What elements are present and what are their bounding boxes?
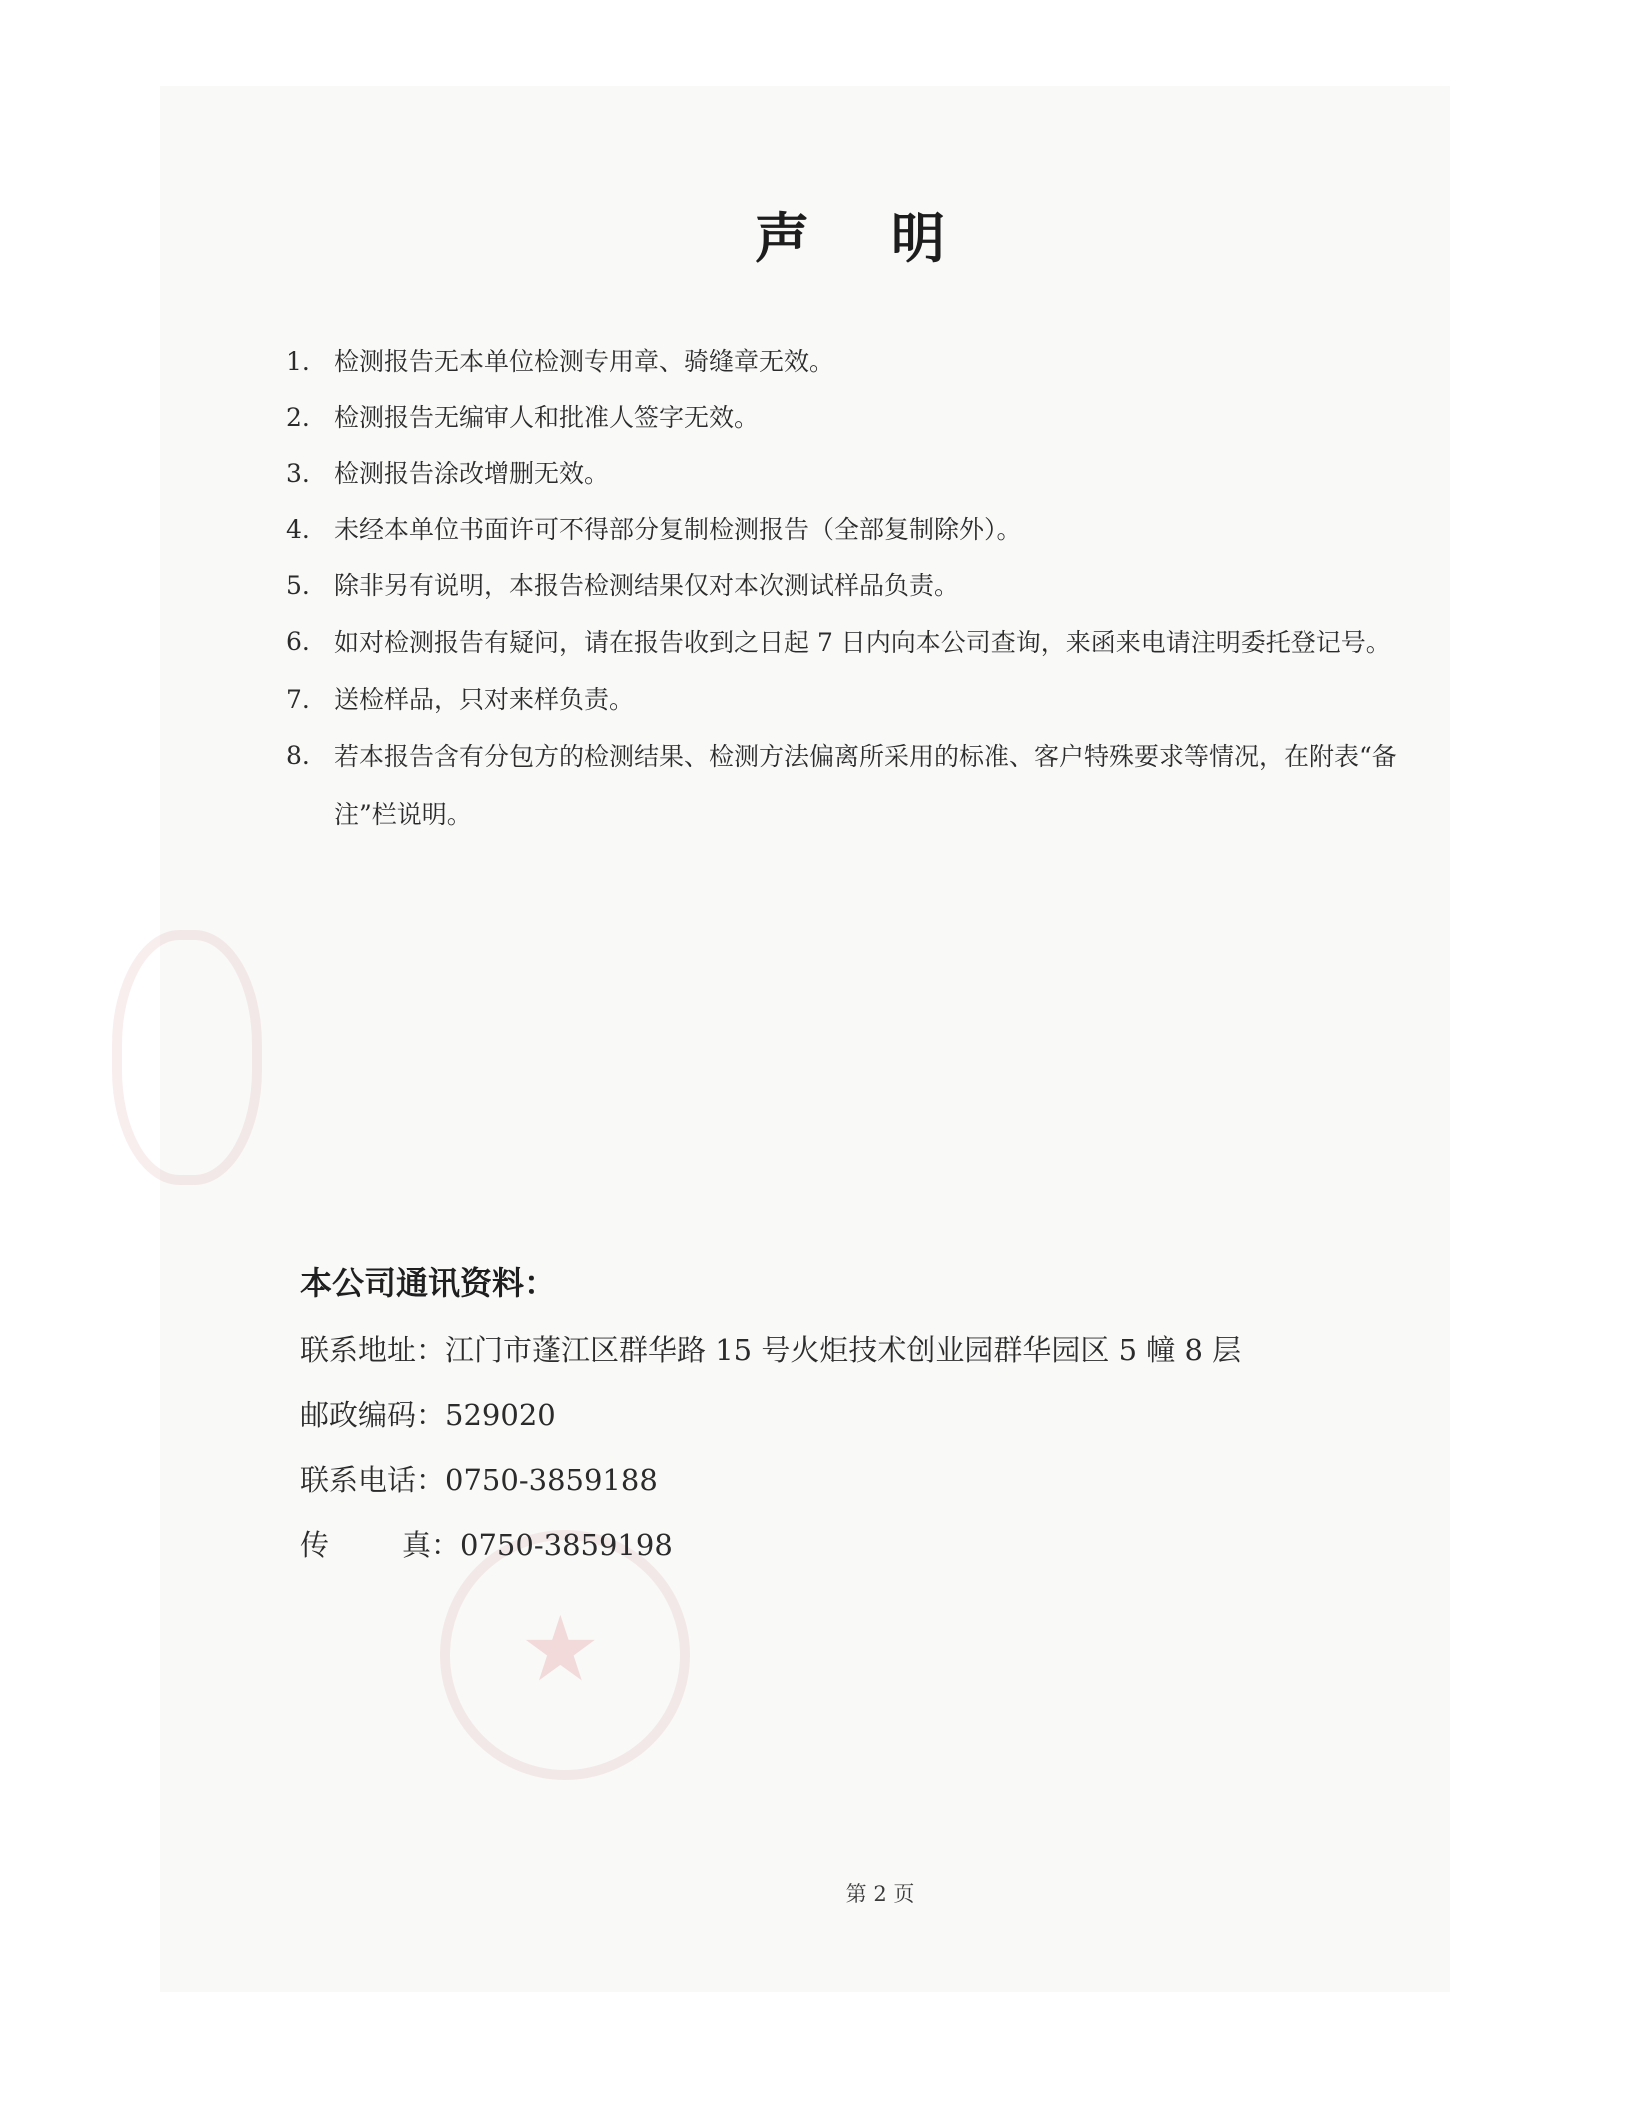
fax-label-second: 真：: [402, 1528, 461, 1562]
item-number: 6.: [286, 627, 310, 656]
postcode-row: [300, 1383, 1400, 1448]
item-text: 除非另有说明，本报告检测结果仅对本次测试样品负责。: [334, 571, 960, 600]
list-item: [286, 502, 1456, 558]
list-item: [286, 672, 1456, 728]
phone-label: 联系电话：: [300, 1463, 446, 1497]
list-item: [286, 728, 1456, 844]
postcode-label: 邮政编码：: [300, 1398, 446, 1432]
phone-row: [300, 1448, 1400, 1513]
item-text: 如对检测报告有疑问，请在报告收到之日起 7 日内向本公司查询，来函来电请注明委托登记号。: [334, 628, 1391, 657]
item-number: 5.: [286, 571, 310, 600]
item-number: 8.: [286, 741, 310, 770]
item-number: 7.: [286, 685, 310, 714]
title-char-2: 明: [891, 207, 945, 270]
address-row: [300, 1318, 1400, 1383]
statement-list: [286, 334, 1456, 844]
contact-heading: 本公司通讯资料：: [300, 1264, 557, 1302]
item-text: 检测报告涂改增删无效。: [334, 459, 610, 488]
address-label: 联系地址：: [300, 1333, 446, 1367]
fax-row: [300, 1513, 1400, 1578]
item-text: 若本报告含有分包方的检测结果、检测方法偏离所采用的标准、客户特殊要求等情况，在附表“备注”栏说明。: [334, 742, 1397, 829]
item-number: 4.: [286, 515, 310, 544]
list-item: [286, 614, 1456, 672]
item-text: 检测报告无编审人和批准人签字无效。: [334, 403, 760, 432]
list-item: [286, 334, 1456, 390]
title-char-1: 声: [755, 207, 809, 270]
page-number: 第 2 页: [845, 1882, 915, 1906]
postcode-value: 529020: [445, 1398, 556, 1432]
list-item: [286, 446, 1456, 502]
left-seal-stamp: [112, 930, 262, 1185]
phone-value: 0750-3859188: [445, 1463, 658, 1497]
item-number: 1.: [286, 347, 310, 376]
item-text: 未经本单位书面许可不得部分复制检测报告（全部复制除外）。: [334, 515, 1022, 544]
page-title: [0, 196, 1632, 273]
list-item: [286, 390, 1456, 446]
item-number: 2.: [286, 403, 310, 432]
fax-label-first: 传: [300, 1528, 330, 1562]
item-text: 送检样品，只对来样负责。: [334, 685, 635, 714]
seal-star-icon: ★: [520, 1597, 601, 1702]
item-text: 检测报告无本单位检测专用章、骑缝章无效。: [334, 347, 835, 376]
fax-value: 0750-3859198: [460, 1528, 673, 1562]
contact-info: [300, 1258, 1400, 1578]
address-value: 江门市蓬江区群华路 15 号火炬技术创业园群华园区 5 幢 8 层: [445, 1333, 1242, 1367]
list-item: [286, 558, 1456, 614]
item-number: 3.: [286, 459, 310, 488]
